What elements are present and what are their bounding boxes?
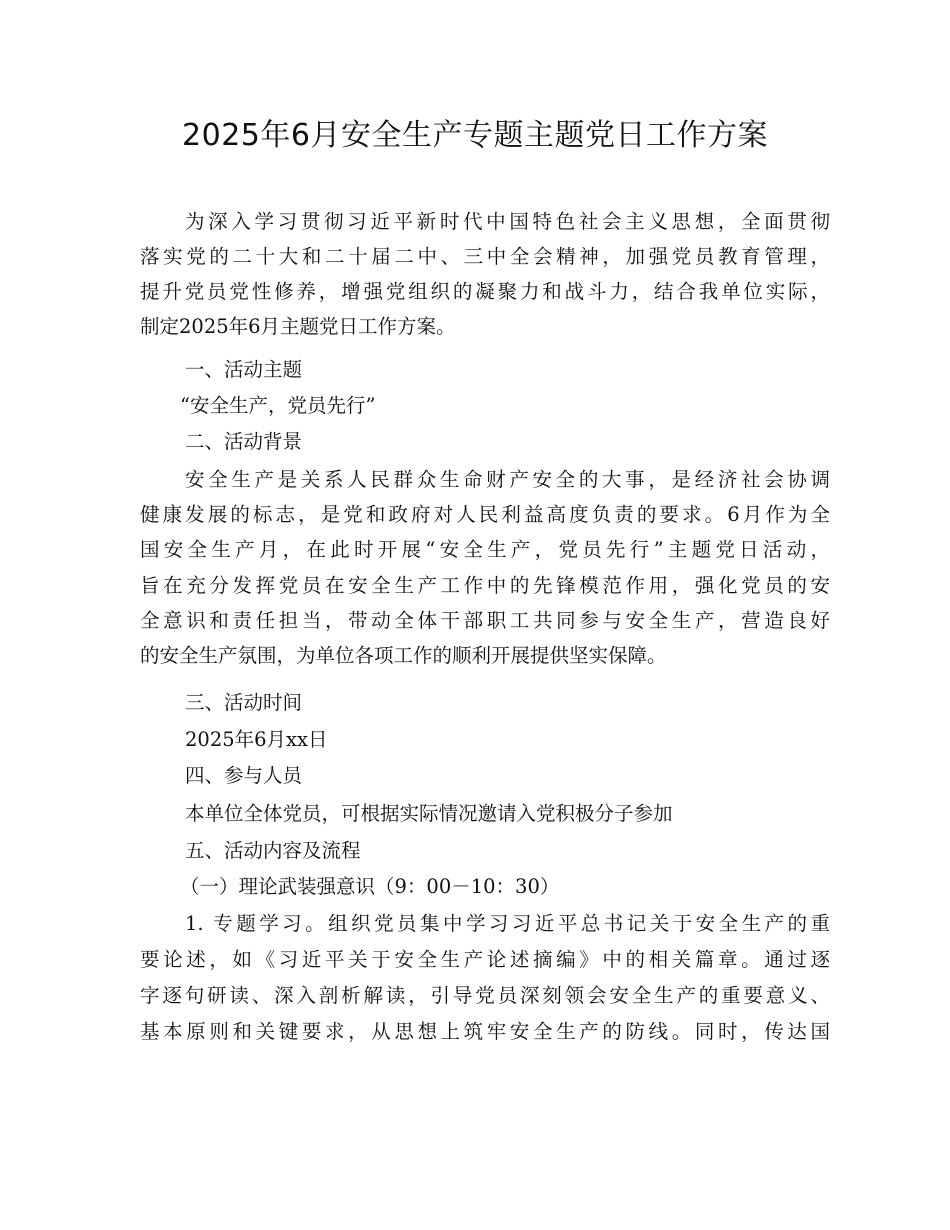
text-line: 本单位全体党员，可根据实际情况邀请入党积极分子参加	[185, 802, 673, 825]
text-line: （一）理论武装强意识（9：00－10：30）	[180, 875, 560, 898]
text-line: 旨在充分发挥党员在安全生产工作中的先锋模范作用，强化党员的安	[140, 574, 830, 597]
text-line: 为深入学习贯彻习近平新时代中国特色社会主义思想，全面贯彻	[185, 210, 830, 233]
text-line: 1. 专题学习。组织党员集中学习习近平总书记关于安全生产的重	[185, 912, 830, 935]
text-line: 制定2025年6月主题党日工作方案。	[140, 315, 456, 338]
text-line: “安全生产，党员先行”	[180, 394, 376, 417]
text-line: 提升党员党性修养，增强党组织的凝聚力和战斗力，结合我单位实际，	[140, 280, 830, 303]
text-line: 安全生产是关系人民群众生命财产安全的大事，是经济社会协调	[185, 468, 830, 491]
text-line: 2025年6月xx日	[185, 728, 328, 751]
text-line: 二、活动背景	[185, 430, 303, 453]
text-line: 全意识和责任担当，带动全体干部职工共同参与安全生产，营造良好	[140, 609, 830, 632]
text-line: 国安全生产月，在此时开展“安全生产，党员先行”主题党日活动，	[140, 538, 830, 561]
text-line: 一、活动主题	[185, 358, 303, 381]
document-title: 2025年6月安全生产专题主题党日工作方案	[182, 118, 768, 153]
text-line: 五、活动内容及流程	[185, 839, 361, 862]
text-line: 三、活动时间	[185, 691, 303, 714]
text-line: 四、参与人员	[185, 764, 303, 787]
text-line: 要论述，如《习近平关于安全生产论述摘编》中的相关篇章。通过逐	[140, 948, 830, 971]
text-line: 的安全生产氛围，为单位各项工作的顺利开展提供坚实保障。	[140, 644, 667, 667]
text-line: 基本原则和关键要求，从思想上筑牢安全生产的防线。同时，传达国	[140, 1020, 830, 1043]
text-line: 落实党的二十大和二十届二中、三中全会精神，加强党员教育管理，	[140, 245, 830, 268]
text-line: 字逐句研读、深入剖析解读，引导党员深刻领会安全生产的重要意义、	[140, 984, 830, 1007]
text-line: 健康发展的标志，是党和政府对人民利益高度负责的要求。6月作为全	[140, 503, 830, 526]
